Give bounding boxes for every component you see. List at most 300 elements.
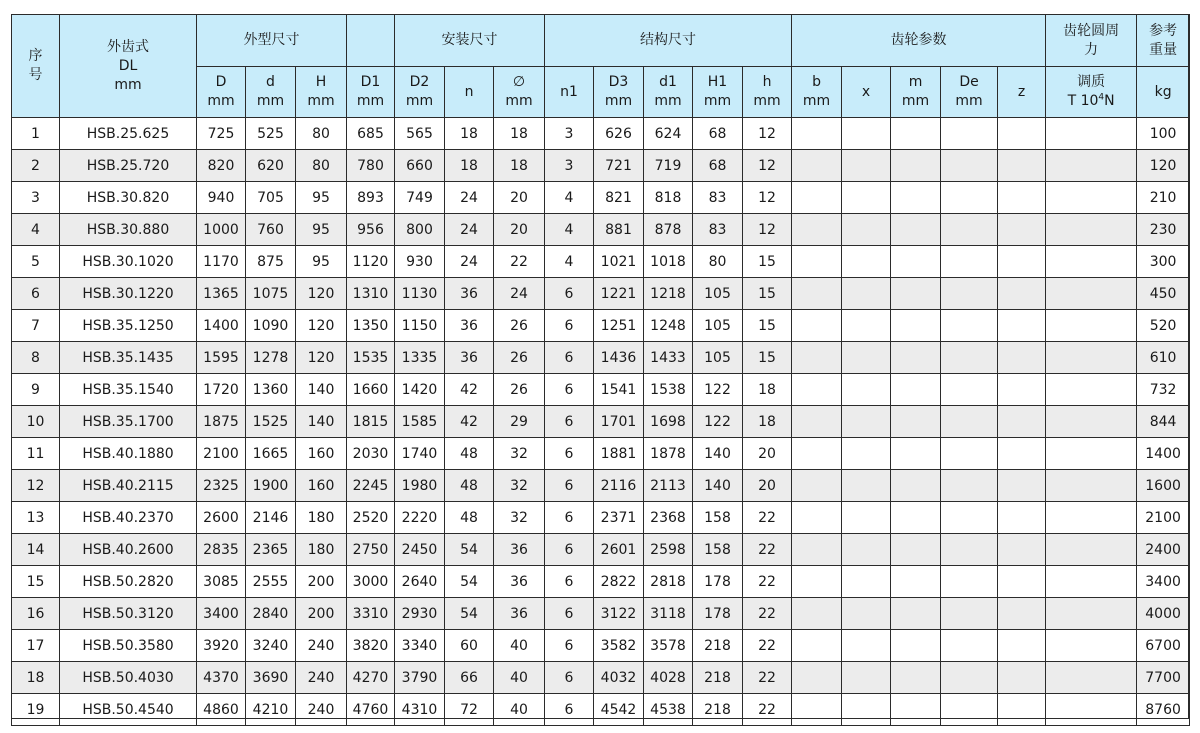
cell-d: 2555 xyxy=(246,566,296,598)
cell-model: HSB.50.3120 xyxy=(60,598,197,630)
cell-H: 120 xyxy=(296,342,347,374)
cell-n: 54 xyxy=(445,598,494,630)
cell-model: HSB.35.1435 xyxy=(60,342,197,374)
cell-seq: 1 xyxy=(12,118,60,150)
cell-d: 2146 xyxy=(246,502,296,534)
cell-H: 80 xyxy=(296,118,347,150)
cell-d: 1665 xyxy=(246,438,296,470)
cell-D: 4370 xyxy=(197,662,246,694)
cell-D: 3085 xyxy=(197,566,246,598)
header-D-sym: D xyxy=(215,74,227,90)
cell-n1: 6 xyxy=(545,662,594,694)
header-D2-unit: mm xyxy=(405,93,434,109)
cell-n1: 4 xyxy=(545,182,594,214)
cell-d1: 1433 xyxy=(644,342,693,374)
cell-phi: 18 xyxy=(494,118,545,150)
cell-n: 48 xyxy=(445,438,494,470)
cell-weight: 2400 xyxy=(1137,534,1190,566)
cell-D: 1875 xyxy=(197,406,246,438)
cell-H: 95 xyxy=(296,246,347,278)
cell-D2: 1740 xyxy=(395,438,445,470)
cell-D: 2100 xyxy=(197,438,246,470)
cell-D3: 2822 xyxy=(594,566,644,598)
header-struct-group: 结构尺寸 xyxy=(545,15,792,67)
cell-D1: 1120 xyxy=(347,246,395,278)
cell-h: 22 xyxy=(743,694,792,726)
cell-seq: 11 xyxy=(12,438,60,470)
cell-H1: 158 xyxy=(693,502,743,534)
cell-n1: 3 xyxy=(545,118,594,150)
cell-h: 15 xyxy=(743,342,792,374)
cell-n: 36 xyxy=(445,342,494,374)
header-h-sym: h xyxy=(762,74,772,90)
cell-H: 120 xyxy=(296,278,347,310)
cell-d: 3240 xyxy=(246,630,296,662)
cell-h: 12 xyxy=(743,214,792,246)
cell-D1: 2245 xyxy=(347,470,395,502)
cell-n1: 4 xyxy=(545,246,594,278)
cell-phi: 22 xyxy=(494,246,545,278)
cell-h: 15 xyxy=(743,246,792,278)
cell-H: 240 xyxy=(296,694,347,726)
header-seq-label: 序号 xyxy=(28,48,43,83)
header-gear-group: 齿轮参数 xyxy=(792,15,1046,67)
cell-H: 95 xyxy=(296,214,347,246)
cell-D1: 956 xyxy=(347,214,395,246)
cell-D1: 3310 xyxy=(347,598,395,630)
header-b-sym: b xyxy=(812,74,821,90)
cell-n: 48 xyxy=(445,502,494,534)
header-H-sym: H xyxy=(315,74,327,90)
cell-n: 66 xyxy=(445,662,494,694)
cell-phi: 36 xyxy=(494,598,545,630)
cell-h: 15 xyxy=(743,310,792,342)
cell-n1: 6 xyxy=(545,630,594,662)
cell-D2: 749 xyxy=(395,182,445,214)
cell-model: HSB.25.720 xyxy=(60,150,197,182)
cell-n: 72 xyxy=(445,694,494,726)
cell-weight: 520 xyxy=(1137,310,1190,342)
cell-d: 2365 xyxy=(246,534,296,566)
cell-phi: 20 xyxy=(494,182,545,214)
cell-n1: 6 xyxy=(545,566,594,598)
cell-n1: 3 xyxy=(545,150,594,182)
cell-model: HSB.25.625 xyxy=(60,118,197,150)
header-force-unit-exp: 4 xyxy=(1098,92,1105,103)
cell-phi: 40 xyxy=(494,630,545,662)
cell-weight: 1600 xyxy=(1137,470,1190,502)
cell-weight: 844 xyxy=(1137,406,1190,438)
cell-n1: 6 xyxy=(545,406,594,438)
cell-D3: 1021 xyxy=(594,246,644,278)
cell-H1: 68 xyxy=(693,150,743,182)
cell-h: 18 xyxy=(743,406,792,438)
header-h-unit: mm xyxy=(753,93,781,109)
cell-D1: 2750 xyxy=(347,534,395,566)
header-n: n xyxy=(445,67,494,118)
cell-H1: 105 xyxy=(693,278,743,310)
cell-model: HSB.40.1880 xyxy=(60,438,197,470)
header-model-line3: mm xyxy=(114,76,142,93)
cell-model: HSB.30.1020 xyxy=(60,246,197,278)
cell-D1: 4760 xyxy=(347,694,395,726)
cell-h: 22 xyxy=(743,534,792,566)
cell-weight: 732 xyxy=(1137,374,1190,406)
cell-D: 3400 xyxy=(197,598,246,630)
cell-seq: 7 xyxy=(12,310,60,342)
cell-n1: 6 xyxy=(545,342,594,374)
cell-H: 180 xyxy=(296,534,347,566)
cell-d: 3690 xyxy=(246,662,296,694)
cell-H1: 178 xyxy=(693,598,743,630)
header-n1: n1 xyxy=(545,67,594,118)
cell-D2: 1150 xyxy=(395,310,445,342)
cell-model: HSB.40.2370 xyxy=(60,502,197,534)
cell-D1: 780 xyxy=(347,150,395,182)
cell-h: 22 xyxy=(743,630,792,662)
cell-D2: 3790 xyxy=(395,662,445,694)
cell-D: 1400 xyxy=(197,310,246,342)
cell-H: 95 xyxy=(296,182,347,214)
cell-H1: 80 xyxy=(693,246,743,278)
cell-D1: 3000 xyxy=(347,566,395,598)
cell-d: 620 xyxy=(246,150,296,182)
cell-phi: 26 xyxy=(494,310,545,342)
cell-phi: 40 xyxy=(494,662,545,694)
cell-seq: 13 xyxy=(12,502,60,534)
header-D3-sym: D3 xyxy=(608,74,629,90)
header-force-treatment: 调质 xyxy=(1077,74,1106,90)
cell-D2: 1420 xyxy=(395,374,445,406)
table-frame xyxy=(11,14,1189,719)
cell-H1: 68 xyxy=(693,118,743,150)
cell-D: 3920 xyxy=(197,630,246,662)
cell-d: 705 xyxy=(246,182,296,214)
cell-D3: 1541 xyxy=(594,374,644,406)
cell-weight: 120 xyxy=(1137,150,1190,182)
cell-D3: 626 xyxy=(594,118,644,150)
cell-D3: 1436 xyxy=(594,342,644,374)
cell-model: HSB.30.1220 xyxy=(60,278,197,310)
cell-seq: 14 xyxy=(12,534,60,566)
cell-n: 36 xyxy=(445,278,494,310)
cell-D: 1000 xyxy=(197,214,246,246)
cell-n1: 6 xyxy=(545,534,594,566)
cell-D: 1365 xyxy=(197,278,246,310)
cell-h: 20 xyxy=(743,438,792,470)
cell-H1: 140 xyxy=(693,438,743,470)
header-D-unit: mm xyxy=(207,93,235,109)
cell-seq: 15 xyxy=(12,566,60,598)
header-H1-sym: H1 xyxy=(707,74,728,90)
cell-h: 22 xyxy=(743,662,792,694)
header-weight-label: 参考重量 xyxy=(1149,22,1178,58)
cell-d1: 1248 xyxy=(644,310,693,342)
header-D1-unit: mm xyxy=(356,93,385,109)
cell-d1: 1698 xyxy=(644,406,693,438)
cell-model: HSB.50.2820 xyxy=(60,566,197,598)
header-b-unit: mm xyxy=(802,93,831,109)
header-H1-unit: mm xyxy=(703,93,732,109)
cell-H1: 122 xyxy=(693,374,743,406)
cell-d: 875 xyxy=(246,246,296,278)
header-z: z xyxy=(998,67,1046,118)
cell-H: 140 xyxy=(296,406,347,438)
cell-h: 15 xyxy=(743,278,792,310)
cell-weight: 450 xyxy=(1137,278,1190,310)
cell-D2: 1335 xyxy=(395,342,445,374)
cell-n: 24 xyxy=(445,246,494,278)
cell-d1: 2818 xyxy=(644,566,693,598)
cell-weight: 2100 xyxy=(1137,502,1190,534)
cell-n: 54 xyxy=(445,566,494,598)
cell-d1: 2113 xyxy=(644,470,693,502)
cell-D2: 1130 xyxy=(395,278,445,310)
cell-D3: 1701 xyxy=(594,406,644,438)
cell-d1: 3118 xyxy=(644,598,693,630)
cell-phi: 36 xyxy=(494,534,545,566)
cell-phi: 40 xyxy=(494,694,545,726)
cell-h: 18 xyxy=(743,374,792,406)
cell-phi: 32 xyxy=(494,502,545,534)
cell-D3: 721 xyxy=(594,150,644,182)
cell-D1: 685 xyxy=(347,118,395,150)
cell-H1: 105 xyxy=(693,310,743,342)
cell-h: 12 xyxy=(743,150,792,182)
cell-n1: 6 xyxy=(545,278,594,310)
cell-h: 22 xyxy=(743,502,792,534)
header-d1-unit: mm xyxy=(654,93,682,109)
cell-d1: 1018 xyxy=(644,246,693,278)
cell-D3: 4542 xyxy=(594,694,644,726)
cell-weight: 100 xyxy=(1137,118,1190,150)
cell-d1: 2598 xyxy=(644,534,693,566)
cell-D1: 1660 xyxy=(347,374,395,406)
cell-n1: 6 xyxy=(545,694,594,726)
cell-seq: 18 xyxy=(12,662,60,694)
cell-d1: 1538 xyxy=(644,374,693,406)
cell-d1: 2368 xyxy=(644,502,693,534)
cell-D1: 3820 xyxy=(347,630,395,662)
header-kg: kg xyxy=(1137,67,1190,118)
cell-H1: 105 xyxy=(693,342,743,374)
header-d1-sym: d1 xyxy=(659,74,677,90)
cell-d: 1525 xyxy=(246,406,296,438)
cell-H1: 83 xyxy=(693,182,743,214)
cell-D1: 2030 xyxy=(347,438,395,470)
cell-D2: 2220 xyxy=(395,502,445,534)
cell-H: 160 xyxy=(296,470,347,502)
cell-h: 20 xyxy=(743,470,792,502)
header-H-unit: mm xyxy=(307,93,335,109)
header-D1-sym: D1 xyxy=(360,74,381,90)
cell-phi: 29 xyxy=(494,406,545,438)
cell-d1: 719 xyxy=(644,150,693,182)
cell-H1: 122 xyxy=(693,406,743,438)
cell-D3: 881 xyxy=(594,214,644,246)
cell-d1: 1878 xyxy=(644,438,693,470)
cell-H1: 218 xyxy=(693,694,743,726)
cell-d: 525 xyxy=(246,118,296,150)
header-D2-sym: D2 xyxy=(409,74,430,90)
cell-H: 140 xyxy=(296,374,347,406)
cell-D: 1720 xyxy=(197,374,246,406)
cell-weight: 300 xyxy=(1137,246,1190,278)
cell-n1: 6 xyxy=(545,374,594,406)
cell-H: 200 xyxy=(296,566,347,598)
header-x: x xyxy=(842,67,891,118)
cell-d1: 3578 xyxy=(644,630,693,662)
header-outer-group: 外型尺寸 xyxy=(197,15,347,67)
cell-D3: 2116 xyxy=(594,470,644,502)
cell-D: 940 xyxy=(197,182,246,214)
header-phi-sym: ∅ xyxy=(512,74,526,90)
cell-D1: 4270 xyxy=(347,662,395,694)
header-d-sym: d xyxy=(266,74,275,90)
cell-D2: 2640 xyxy=(395,566,445,598)
cell-D3: 3582 xyxy=(594,630,644,662)
cell-d1: 878 xyxy=(644,214,693,246)
cell-H: 160 xyxy=(296,438,347,470)
cell-D: 2600 xyxy=(197,502,246,534)
cell-seq: 10 xyxy=(12,406,60,438)
cell-weight: 230 xyxy=(1137,214,1190,246)
cell-n: 36 xyxy=(445,310,494,342)
cell-D2: 2930 xyxy=(395,598,445,630)
cell-D3: 4032 xyxy=(594,662,644,694)
cell-weight: 6700 xyxy=(1137,630,1190,662)
cell-d: 1360 xyxy=(246,374,296,406)
cell-n1: 6 xyxy=(545,502,594,534)
cell-d: 760 xyxy=(246,214,296,246)
cell-D: 4860 xyxy=(197,694,246,726)
cell-d: 2840 xyxy=(246,598,296,630)
cell-n1: 6 xyxy=(545,598,594,630)
cell-phi: 24 xyxy=(494,278,545,310)
cell-d: 1090 xyxy=(246,310,296,342)
cell-D: 1595 xyxy=(197,342,246,374)
cell-d1: 4538 xyxy=(644,694,693,726)
cell-n: 42 xyxy=(445,406,494,438)
cell-D1: 893 xyxy=(347,182,395,214)
cell-H: 200 xyxy=(296,598,347,630)
cell-D2: 565 xyxy=(395,118,445,150)
cell-n1: 6 xyxy=(545,438,594,470)
cell-seq: 19 xyxy=(12,694,60,726)
cell-model: HSB.40.2115 xyxy=(60,470,197,502)
cell-seq: 4 xyxy=(12,214,60,246)
cell-model: HSB.35.1700 xyxy=(60,406,197,438)
header-m-unit: mm xyxy=(901,93,930,109)
cell-D3: 1251 xyxy=(594,310,644,342)
cell-weight: 1400 xyxy=(1137,438,1190,470)
cell-d: 1900 xyxy=(246,470,296,502)
cell-H: 180 xyxy=(296,502,347,534)
header-De-unit: mm xyxy=(955,93,983,109)
cell-d1: 4028 xyxy=(644,662,693,694)
cell-phi: 20 xyxy=(494,214,545,246)
cell-D2: 1980 xyxy=(395,470,445,502)
cell-D3: 2601 xyxy=(594,534,644,566)
header-force-unit-base: T 10 xyxy=(1067,93,1099,109)
cell-phi: 36 xyxy=(494,566,545,598)
cell-model: HSB.40.2600 xyxy=(60,534,197,566)
cell-n: 18 xyxy=(445,118,494,150)
header-model-line1: 外齿式 xyxy=(107,38,149,55)
cell-D1: 1535 xyxy=(347,342,395,374)
cell-phi: 18 xyxy=(494,150,545,182)
cell-model: HSB.50.3580 xyxy=(60,630,197,662)
cell-D1: 1815 xyxy=(347,406,395,438)
cell-model: HSB.30.820 xyxy=(60,182,197,214)
cell-n: 48 xyxy=(445,470,494,502)
cell-model: HSB.35.1250 xyxy=(60,310,197,342)
cell-D2: 800 xyxy=(395,214,445,246)
cell-H1: 218 xyxy=(693,662,743,694)
cell-d: 1278 xyxy=(246,342,296,374)
cell-seq: 2 xyxy=(12,150,60,182)
cell-H: 240 xyxy=(296,662,347,694)
cell-phi: 32 xyxy=(494,470,545,502)
cell-d1: 818 xyxy=(644,182,693,214)
cell-h: 12 xyxy=(743,182,792,214)
cell-H1: 83 xyxy=(693,214,743,246)
header-force-unit-n: N xyxy=(1104,93,1115,109)
header-D3-unit: mm xyxy=(604,93,633,109)
cell-D: 2835 xyxy=(197,534,246,566)
header-install-group: 安装尺寸 xyxy=(395,15,545,67)
cell-D2: 660 xyxy=(395,150,445,182)
cell-H: 120 xyxy=(296,310,347,342)
cell-H: 240 xyxy=(296,630,347,662)
cell-d: 1075 xyxy=(246,278,296,310)
header-model-line2: DL xyxy=(118,57,138,74)
cell-H1: 218 xyxy=(693,630,743,662)
cell-seq: 12 xyxy=(12,470,60,502)
cell-D1: 1310 xyxy=(347,278,395,310)
cell-h: 12 xyxy=(743,118,792,150)
cell-n: 24 xyxy=(445,214,494,246)
cell-h: 22 xyxy=(743,566,792,598)
cell-H1: 140 xyxy=(693,470,743,502)
header-De-sym: De xyxy=(959,74,979,90)
cell-seq: 5 xyxy=(12,246,60,278)
cell-weight: 210 xyxy=(1137,182,1190,214)
cell-n: 18 xyxy=(445,150,494,182)
cell-D2: 930 xyxy=(395,246,445,278)
cell-seq: 6 xyxy=(12,278,60,310)
cell-D2: 2450 xyxy=(395,534,445,566)
cell-D1: 1350 xyxy=(347,310,395,342)
cell-D2: 1585 xyxy=(395,406,445,438)
cell-weight: 610 xyxy=(1137,342,1190,374)
cell-seq: 8 xyxy=(12,342,60,374)
cell-n1: 6 xyxy=(545,310,594,342)
cell-H1: 178 xyxy=(693,566,743,598)
cell-n: 42 xyxy=(445,374,494,406)
cell-D: 725 xyxy=(197,118,246,150)
cell-seq: 3 xyxy=(12,182,60,214)
cell-model: HSB.50.4540 xyxy=(60,694,197,726)
cell-n1: 4 xyxy=(545,214,594,246)
cell-D3: 1221 xyxy=(594,278,644,310)
cell-D: 2325 xyxy=(197,470,246,502)
cell-n: 24 xyxy=(445,182,494,214)
header-d-unit: mm xyxy=(256,93,285,109)
cell-D2: 3340 xyxy=(395,630,445,662)
cell-n: 54 xyxy=(445,534,494,566)
cell-D3: 3122 xyxy=(594,598,644,630)
